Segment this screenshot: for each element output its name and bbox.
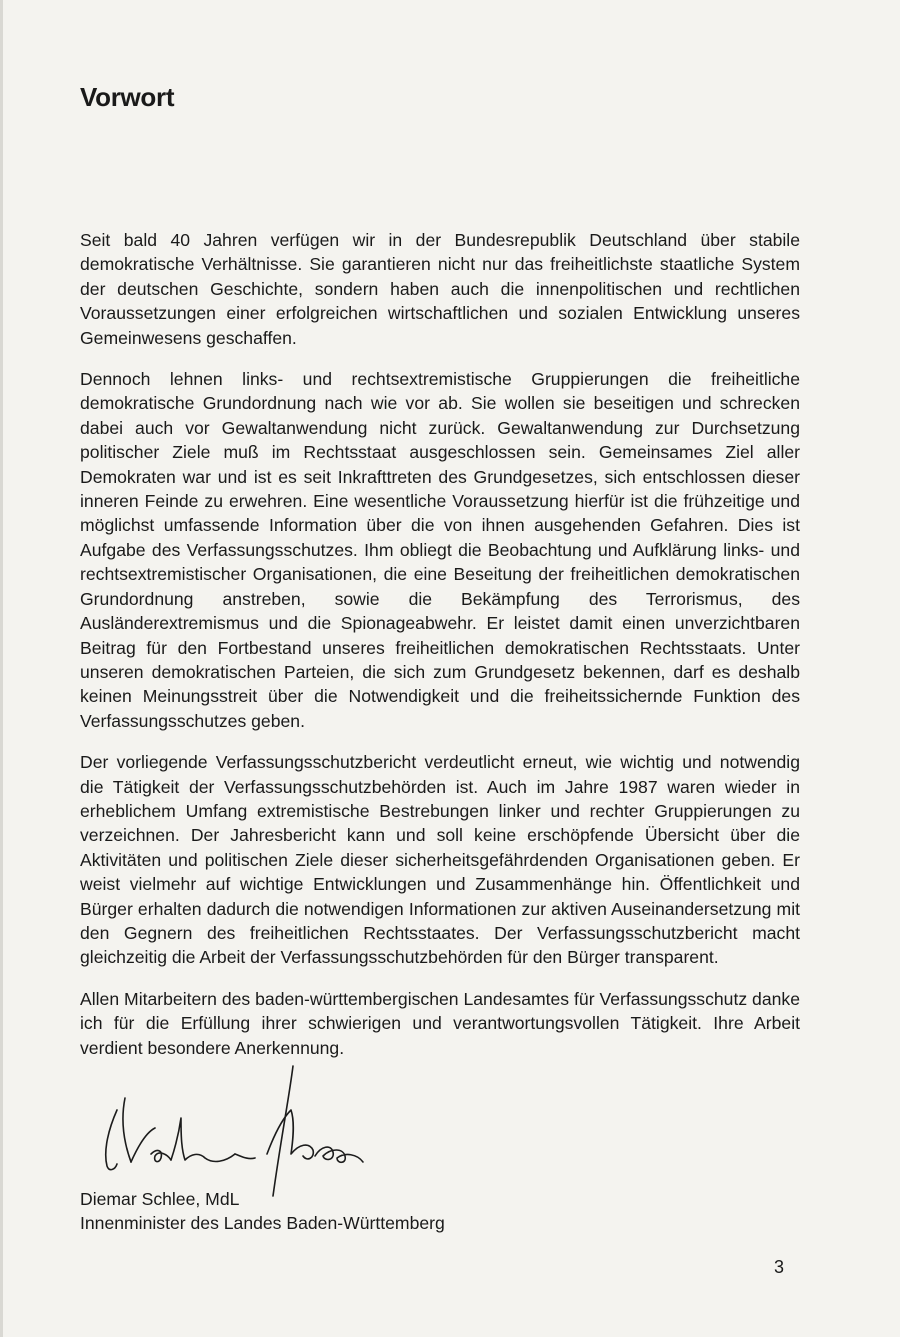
signatory-block bbox=[80, 1187, 445, 1235]
paragraph-intro: Seit bald 40 Jahren verfügen wir in der Bundesrepublik Deutschland über stabile demokratische Verhältnisse. Sie garantieren nicht nur das freiheitlichste staatliche System der deutschen Geschichte, sondern haben auch die innenpolitischen und rechtlichen Voraussetzungen einer erfolgreichen wirtschaftlichen und sozialen Entwicklung unseres Gemeinwesens geschaffen. bbox=[80, 230, 800, 348]
page-title: Vorwort bbox=[80, 82, 175, 112]
signatory-name: Diemar Schlee, MdL bbox=[80, 1189, 240, 1209]
handwritten-signature bbox=[95, 1058, 385, 1198]
body-text bbox=[80, 228, 800, 1077]
paragraph-extremism: Dennoch lehnen links- und rechtsextremistische Gruppierungen die freiheitliche demokratische Grundordnung nach wie vor ab. Sie wollen sie beseitigen und schrecken dabei auch vor Gewaltanwendung nicht zurück. Gewaltanwendung zur Durchsetzung politischer Ziele muß im Rechtsstaat ausgeschlossen sein. Gemeinsames Ziel aller Demokraten war und ist es seit Inkrafttreten des Grundgesetzes, sich entschlossen dieser inneren Feinde zu erwehren. Eine wesentliche Voraussetzung hierfür ist die frühzeitige und möglichst umfassende Information über die von ihnen ausgehenden Gefahren. Dies ist Aufgabe des Verfassungsschutzes. Ihm obliegt die Beobachtung und Aufklärung links- und rechtsextremistischer Organisationen, die eine Beseitung der freiheitlichen demokratischen Grundordnung anstreben, sowie die Bekämpfung des Terrorismus, des Ausländerextremismus und die Spionageabwehr. Er leistet damit einen unverzichtbaren Beitrag für den Fortbestand unseres freiheitlichen demokratischen Rechtsstaats. Unter unseren demokratischen Parteien, die sich zum Grundgesetz bekennen, darf es deshalb keinen Meinungsstreit über die Notwendigkeit und die freiheitssichernde Funktion des Verfassungsschutzes geben. bbox=[80, 369, 800, 731]
paragraph-thanks: Allen Mitarbeitern des baden-württembergischen Landesamtes für Verfassungsschutz danke ich für die Erfüllung ihrer schwierigen und verantwortungsvollen Tätigkeit. Ihre Arbeit verdient besondere Anerkennung. bbox=[80, 988, 800, 1058]
page-edge bbox=[0, 0, 3, 1337]
page-number: 3 bbox=[774, 1257, 785, 1277]
paragraph-report: Der vorliegende Verfassungsschutzbericht verdeutlicht erneut, wie wichtig und notwendig die Tätigkeit der Verfassungsschutzbehörden ist. Auch im Jahre 1987 waren wieder in erheblichem Umfang extremistische Bestrebungen linker und rechter Gruppierungen zu verzeichnen. Der Jahresbericht kann und soll keine erschöpfende Übersicht über die Aktivitäten und politischen Ziele dieser sicherheitsgefährdenden Organisationen geben. Er weist vielmehr auf wichtige Entwicklungen und Zusammenhänge hin. Öffentlichkeit und Bürger erhalten dadurch die notwendigen Informationen zur aktiven Auseinandersetzung mit den Gegnern des freiheitlichen Rechtsstaates. Der Verfassungsschutzbericht macht gleichzeitig die Arbeit der Verfassungsschutzbehörden für den Bürger transparent. bbox=[80, 752, 800, 968]
signatory-title: Innenminister des Landes Baden-Württemberg bbox=[80, 1213, 445, 1233]
